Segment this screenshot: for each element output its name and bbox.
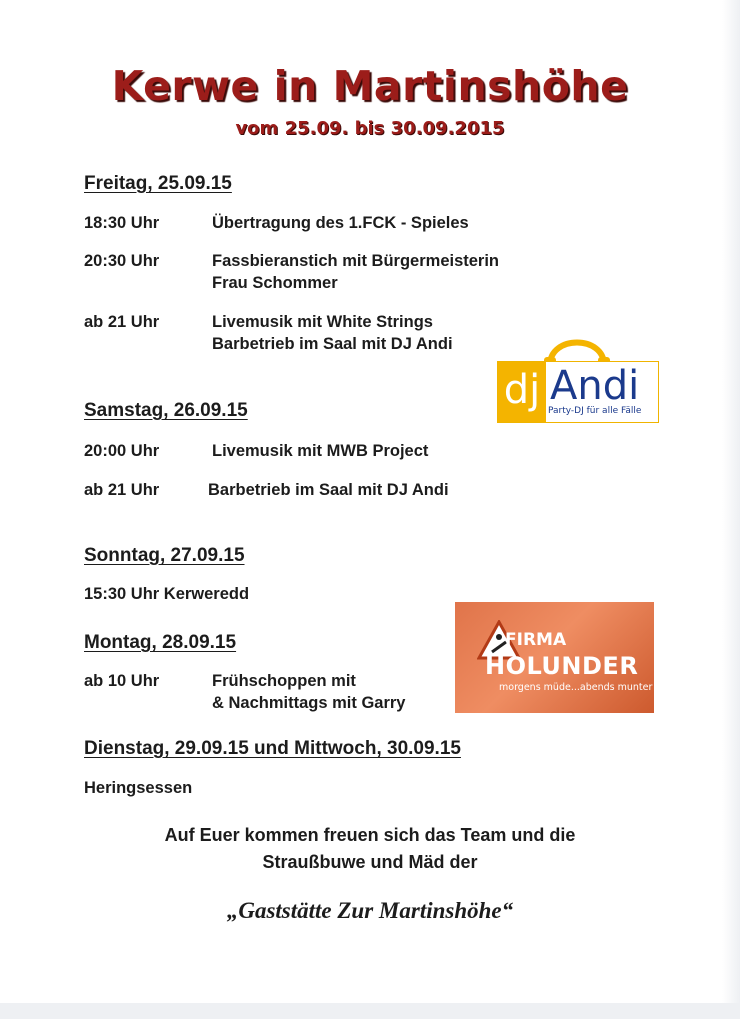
event-row bbox=[84, 479, 449, 501]
event-time: 18:30 Uhr bbox=[84, 214, 160, 232]
firma-holunder-logo bbox=[455, 602, 654, 713]
event-desc bbox=[212, 670, 405, 714]
event-row bbox=[84, 440, 428, 462]
page-subtitle: vom 25.09. bis 30.09.2015 bbox=[235, 118, 505, 139]
event-time: 20:00 Uhr bbox=[84, 442, 160, 460]
holunder-tagline: morgens müde...abends munter bbox=[499, 682, 653, 693]
holunder-name-text: HOLUNDER bbox=[485, 652, 639, 680]
day-heading-freitag: Freitag, 25.09.15 bbox=[84, 173, 232, 194]
event-time: ab 21 Uhr bbox=[84, 313, 160, 331]
closing-line: Straußbuwe und Mäd der bbox=[262, 852, 478, 872]
event-desc-line: Frau Schommer bbox=[212, 274, 338, 292]
event-desc: Barbetrieb im Saal mit DJ Andi bbox=[208, 481, 449, 499]
venue-name: „Gaststätte Zur Martinshöhe“ bbox=[226, 898, 514, 923]
event-desc bbox=[212, 250, 499, 294]
dienstag-event: Heringsessen bbox=[84, 779, 193, 797]
dj-andi-logo bbox=[497, 327, 659, 423]
event-desc: Übertragung des 1.FCK - Spieles bbox=[212, 214, 469, 232]
event-row bbox=[84, 311, 453, 355]
scan-edge-bottom bbox=[0, 1003, 740, 1019]
dj-logo-name: Andi bbox=[550, 363, 640, 409]
event-row bbox=[84, 250, 499, 294]
event-desc-line: Barbetrieb im Saal mit DJ Andi bbox=[212, 335, 453, 353]
dj-logo-box bbox=[497, 361, 659, 423]
day-heading-samstag: Samstag, 26.09.15 bbox=[84, 400, 248, 421]
event-desc-line: Livemusik mit White Strings bbox=[212, 313, 433, 331]
closing-line: Auf Euer kommen freuen sich das Team und die bbox=[164, 825, 576, 845]
event-desc-line: Fassbieranstich mit Bürgermeisterin bbox=[212, 252, 500, 270]
event-time: 20:30 Uhr bbox=[84, 252, 160, 270]
page-title: Kerwe in Martinshöhe bbox=[111, 62, 629, 110]
event-desc: Livemusik mit MWB Project bbox=[212, 442, 429, 460]
closing-text bbox=[0, 822, 740, 876]
event-time: ab 21 Uhr bbox=[84, 481, 160, 499]
sonntag-event: 15:30 Uhr Kerweredd bbox=[84, 585, 250, 603]
event-desc-line: & Nachmittags mit Garry bbox=[212, 694, 406, 712]
day-heading-montag: Montag, 28.09.15 bbox=[84, 632, 237, 653]
dj-logo-mark: dj bbox=[498, 362, 546, 422]
day-heading-dienstag-mittwoch: Dienstag, 29.09.15 und Mittwoch, 30.09.15 bbox=[84, 738, 461, 759]
holunder-firma-text: FIRMA bbox=[505, 630, 567, 650]
event-time: ab 10 Uhr bbox=[84, 672, 160, 690]
event-desc bbox=[212, 311, 453, 355]
event-row bbox=[84, 670, 405, 714]
event-row bbox=[84, 212, 469, 234]
day-heading-sonntag: Sonntag, 27.09.15 bbox=[84, 545, 245, 566]
event-desc-line: Frühschoppen mit bbox=[212, 672, 356, 690]
dj-logo-tagline: Party-DJ für alle Fälle bbox=[548, 406, 642, 416]
